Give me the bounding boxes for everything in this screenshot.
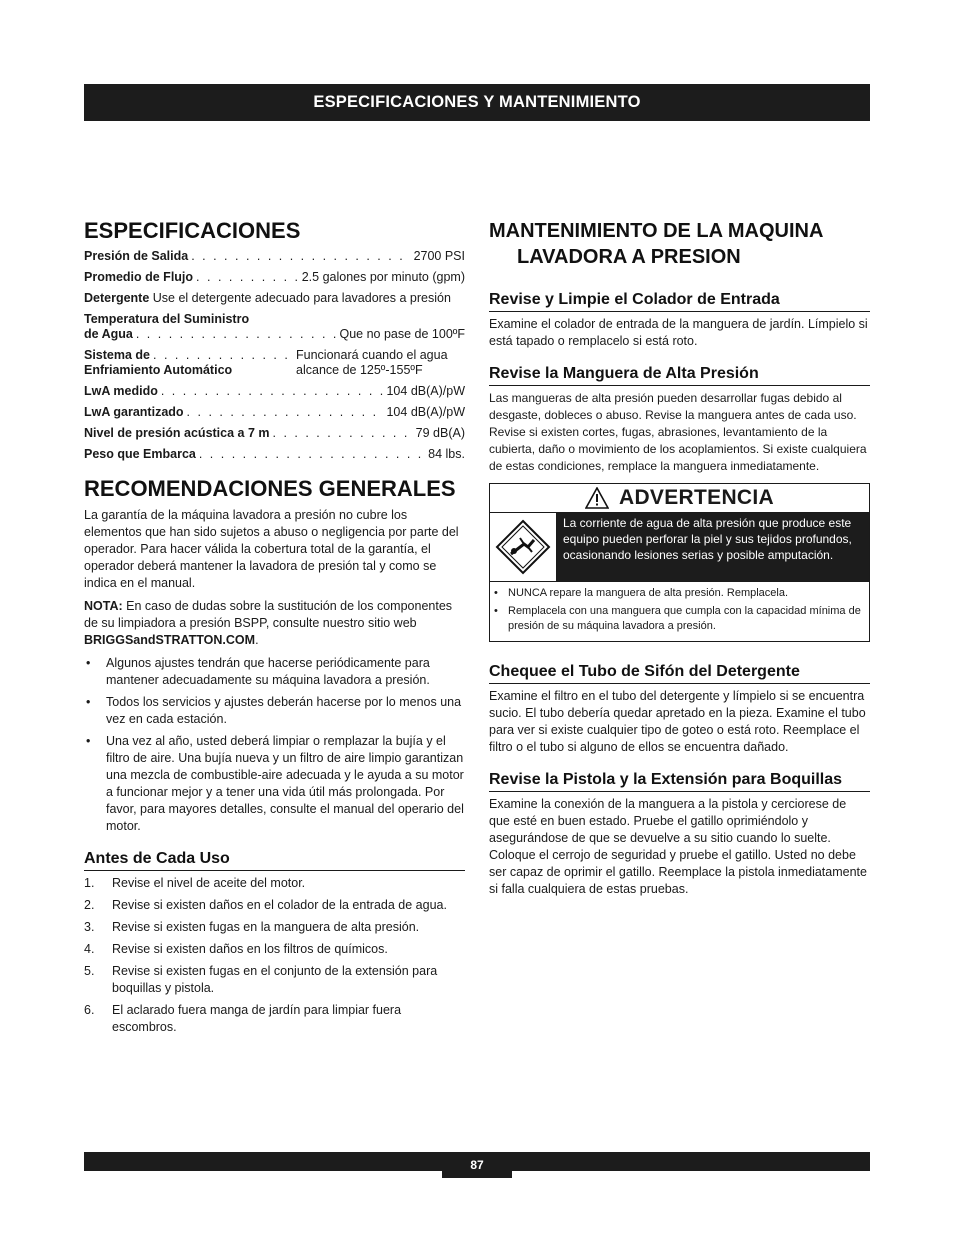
sifon-text: Examine el filtro en el tubo del detergente y límpielo si se encuentra sucio. El tubo debería quedar apretado en la pieza. Examine el tubo para ver si existe cualquier tipo de goteo o está roto. Reemplace el filtro o el tubo si alguno de ellos se encuentra dañado. [489,689,866,754]
spec-label: Detergente [84,291,150,305]
spec-flujo [84,270,465,285]
spec-label: LwA garantizado [84,405,184,419]
spec-temperatura [84,312,465,342]
section-colador [489,290,870,350]
left-column [84,218,465,1041]
warning-bullets [490,582,869,641]
before-each-use-heading: Antes de Cada Uso [84,849,465,871]
manguera-heading: Revise la Manguera de Alta Presión [489,364,870,386]
pistola-heading: Revise la Pistola y la Extensión para Boquillas [489,770,870,792]
warning-text: La corriente de agua de alta presión que produce este equipo pueden perforar la piel y sus tejidos profundos, ocasionando lesiones serias y posible amputación. [557,513,869,581]
recommendations-heading: RECOMENDACIONES GENERALES [84,476,456,501]
note-label: NOTA: [84,599,123,613]
spec-detergente [84,291,465,306]
warranty-paragraph: La garantía de la máquina lavadora a presión no cubre los elementos que han sido sujetos a abuso o negligencia por parte del operador. Para hacer válida la cobertura total de la garantía, el operador deberá mantener la lavadora de presión tal y como se indica en el manual. [84,508,459,590]
high-pressure-injection-hazard-icon [494,518,552,576]
spec-nivel-presion [84,426,465,441]
spec-value: 79 dB(A) [415,426,465,440]
spec-sistema [84,348,465,378]
spec-value: 84 lbs. [428,447,465,461]
spec-label: Sistema de [84,348,151,362]
spec-label: Enfriamiento Automático [84,363,233,377]
list-item: 1. Revise el nivel de aceite del motor. [84,876,306,890]
pistola-text: Examine la conexión de la manguera a la pistola y cerciorese de que esté en buen estado. Pruebe el gatillo oprimiéndolo y asegurándose de que se devuelve a su sitio cuando lo suelte. Coloque el cerrojo de seguridad y pruebe el gatillo. Usted no debe ser capaz de oprimir el gatillo. Reemplace la pistola inmediatamente si falla cualquiera de estas pruebas. [489,797,867,896]
spec-label: de Agua [84,327,133,341]
spec-value: alcance de 125º-155ºF [296,363,423,377]
warning-title: ADVERTENCIA [619,486,774,509]
spec-value: 2700 PSI [413,249,465,263]
spec-label: Nivel de presión acústica a 7 m [84,426,270,440]
before-each-use-steps [84,875,465,1036]
spec-label: Temperatura del Suministro [84,312,250,326]
list-item: 2. Revise si existen daños en el colador de la entrada de agua. [84,898,447,912]
section-header-title: ESPECIFICACIONES Y MANTENIMIENTO [313,93,641,111]
spec-lwa-medido [84,384,465,399]
list-item: • NUNCA repare la manguera de alta presión. Remplacela. [490,586,865,601]
list-item: 5. Revise si existen fugas en el conjunto de la extensión para boquillas y pistola. [84,964,438,995]
warning-triangle-icon [585,487,609,509]
spec-value: Use el detergente adecuado para lavadores a presión [152,291,451,305]
list-item: • Remplacela con una manguera que cumpla con la capacidad mínima de presión de su máquina lavadora a presión. [490,604,865,634]
recommendation-bullets [84,655,465,835]
section-header [84,84,870,121]
spec-label: Presión de Salida [84,249,189,263]
warning-header [490,484,869,512]
spec-peso [84,447,465,462]
note-text: En caso de dudas sobre la sustitución de los componentes de su limpiadora a presión BSPP, consulte nuestro sitio web [84,599,453,630]
spec-value: Funcionará cuando el agua [296,348,448,362]
note-paragraph [84,598,465,649]
manguera-text: Las mangueras de alta presión pueden desarrollar fugas debido al desgaste, dobleces o abuso. Revise la manguera antes de cada uso. Revise si existen cortes, fugas, abrasiones, levantamiento de la cubierta, daño o movimiento de los acoplamientos. Si existe cualquiera de estas condiciones, remplace la manguera inmediatamente. [489,391,867,473]
specs-heading: ESPECIFICACIONES [84,218,301,243]
spec-value: 2.5 galones por minuto (gpm) [301,270,465,284]
spec-label: LwA medido [84,384,158,398]
spec-lwa-garantizado [84,405,465,420]
spec-value: 104 dB(A)/pW [386,405,465,419]
colador-heading: Revise y Limpie el Colador de Entrada [489,290,870,312]
spec-label: Promedio de Flujo [84,270,194,284]
section-sifon [489,662,870,756]
list-item: 4. Revise si existen daños en los filtros de químicos. [84,942,388,956]
spec-value: 104 dB(A)/pW [386,384,465,398]
spec-presion [84,249,465,264]
page-number: 87 [442,1152,512,1178]
colador-text: Examine el colador de entrada de la manguera de jardín. Límpielo si está tapado o remplacelo si está roto. [489,317,868,348]
section-manguera [489,364,870,475]
spec-label: Peso que Embarca [84,447,196,461]
list-item: • Una vez al año, usted deberá limpiar o remplazar la bujía y el filtro de aire. Una bujía nueva y un filtro de aire limpio garantizan una mezcla de combustible-aire adecuada y le ayuda a su motor a funcionar mejor y a tener una vida útil más prolongada. Por favor, para mayores detalles, consulte el manual del operario del motor. [84,733,465,835]
note-end: . [255,633,259,647]
list-item: 3. Revise si existen fugas en la manguera de alta presión. [84,920,420,934]
sifon-heading: Chequee el Tubo de Sifón del Detergente [489,662,870,684]
spec-value: Que no pase de 100ºF [339,327,465,341]
list-item: 6. El aclarado fuera manga de jardín para limpiar fuera escombros. [84,1003,402,1034]
list-item: • Algunos ajustes tendrán que hacerse periódicamente para mantener adecuadamente su máquina lavadora a presión. [84,655,465,689]
section-pistola [489,770,870,898]
website-link[interactable]: BRIGGSandSTRATTON.COM [84,633,256,647]
warning-box [489,483,870,642]
list-item: • Todos los servicios y ajustes deberán hacerse por lo menos una vez en cada estación. [84,694,465,728]
right-column [489,218,870,912]
maintenance-heading: MANTENIMIENTO DE LA MAQUINA LAVADORA A PRESION [489,220,823,268]
